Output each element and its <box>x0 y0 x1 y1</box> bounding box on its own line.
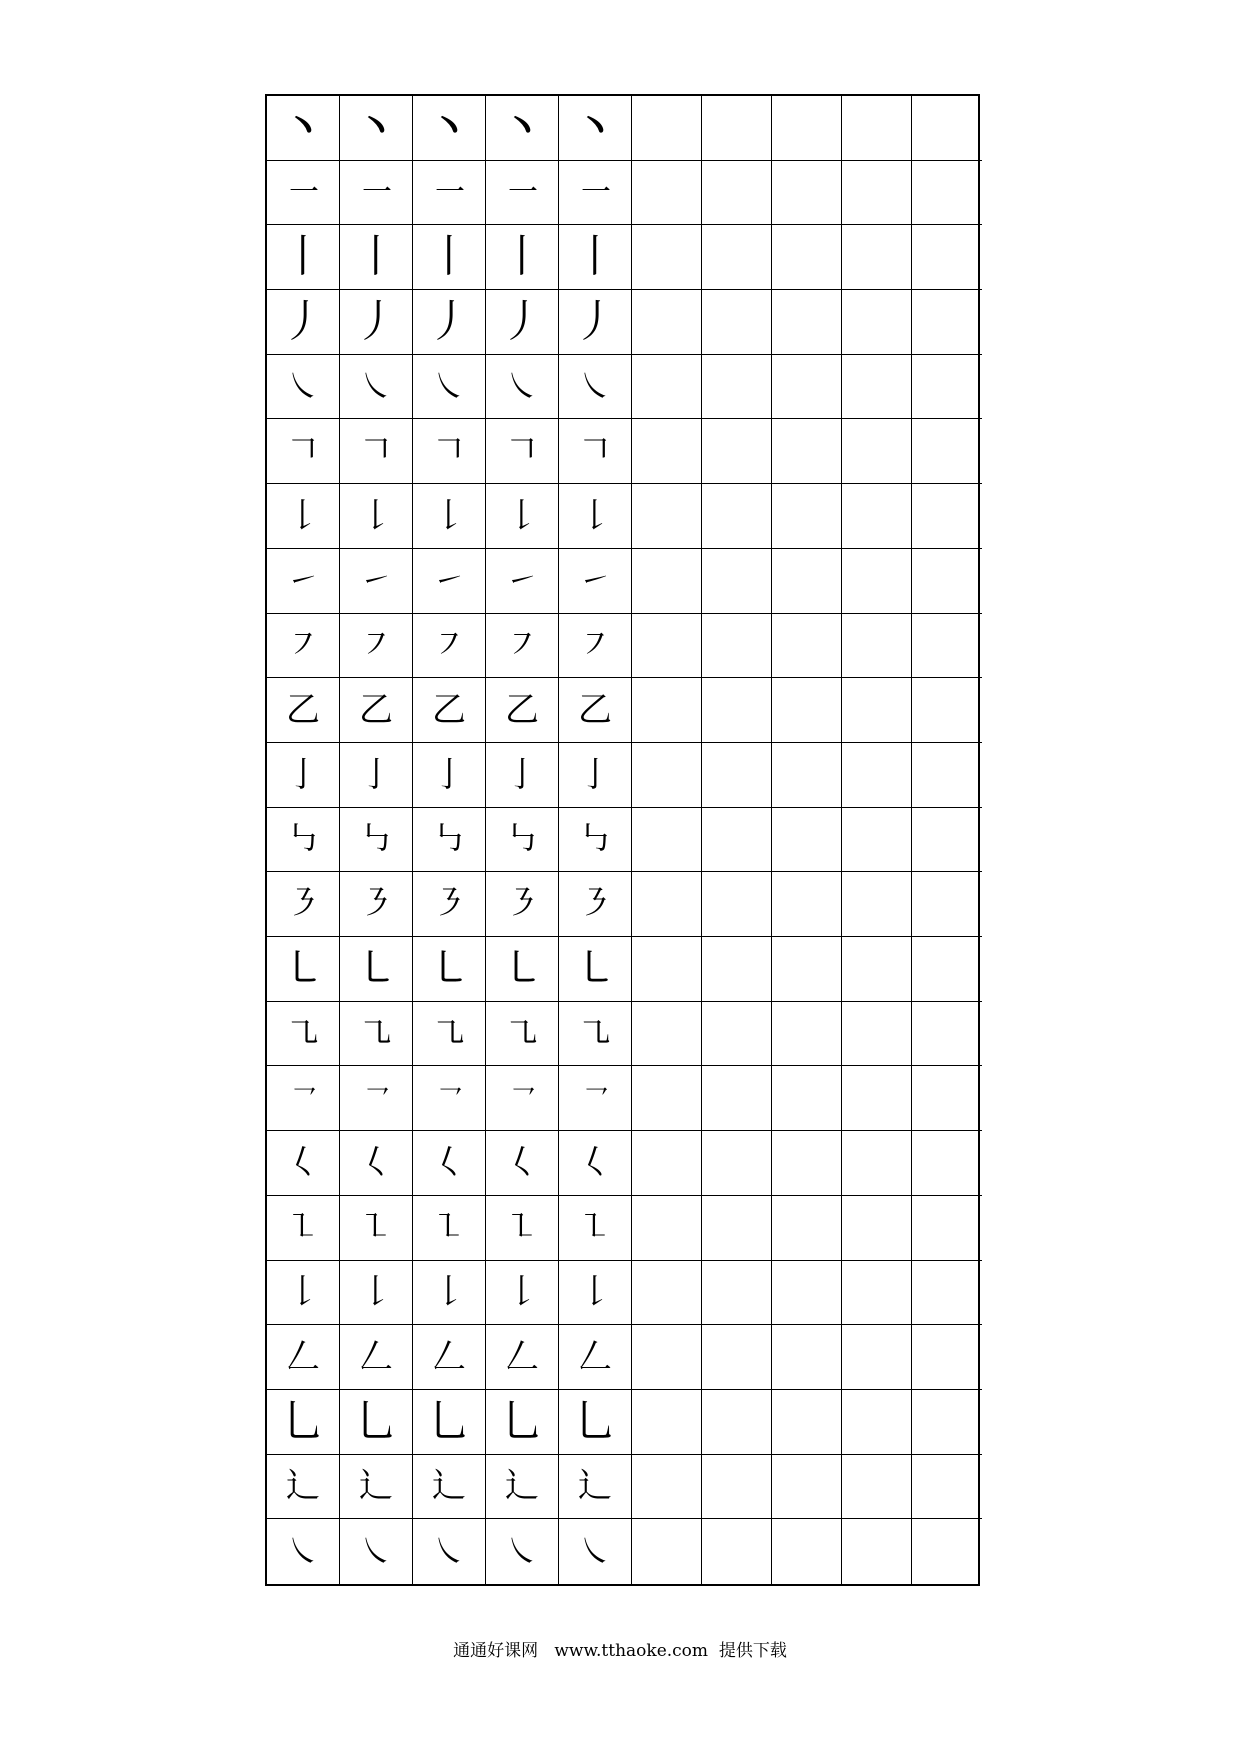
blank-practice-cell <box>772 937 842 1002</box>
stroke-sample-cell: 丨 <box>413 225 486 290</box>
blank-practice-cell <box>772 419 842 484</box>
stroke-sample-cell: ㇋ <box>559 872 632 937</box>
stroke-sample-cell: 𠄌 <box>486 1261 559 1326</box>
blank-practice-cell <box>632 1196 702 1261</box>
blank-practice-cell <box>842 678 912 743</box>
stroke-sample-cell: 一 <box>413 161 486 226</box>
blank-practice-cell <box>842 484 912 549</box>
blank-practice-cell <box>772 1131 842 1196</box>
stroke-sample-cell: 𠃋 <box>559 1325 632 1390</box>
blank-practice-cell <box>632 355 702 420</box>
blank-practice-cell <box>772 549 842 614</box>
stroke-sample-cell: ㇇ <box>340 614 413 679</box>
stroke-sample-cell: 𡿨 <box>413 1131 486 1196</box>
stroke-sample-cell: ㇄ <box>267 937 340 1002</box>
stroke-sample-cell: ㇏ <box>486 355 559 420</box>
stroke-practice-grid <box>265 94 980 1586</box>
stroke-sample-cell: 乙 <box>486 678 559 743</box>
blank-practice-cell <box>632 1131 702 1196</box>
blank-practice-cell <box>632 1066 702 1131</box>
blank-practice-cell <box>912 1390 982 1455</box>
blank-practice-cell <box>632 549 702 614</box>
blank-practice-cell <box>772 872 842 937</box>
stroke-sample-cell: ㇅ <box>413 1196 486 1261</box>
stroke-sample-cell: ㇏ <box>340 355 413 420</box>
blank-practice-cell <box>702 1390 772 1455</box>
blank-practice-cell <box>772 290 842 355</box>
blank-practice-cell <box>632 1325 702 1390</box>
blank-practice-cell <box>912 484 982 549</box>
blank-practice-cell <box>632 225 702 290</box>
stroke-sample-cell: 𠄌 <box>559 1261 632 1326</box>
stroke-sample-cell: 乙 <box>413 678 486 743</box>
stroke-sample-cell: 丿 <box>267 290 340 355</box>
stroke-sample-cell: 丨 <box>267 225 340 290</box>
blank-practice-cell <box>842 937 912 1002</box>
blank-practice-cell <box>842 161 912 226</box>
blank-practice-cell <box>912 678 982 743</box>
blank-practice-cell <box>842 1066 912 1131</box>
blank-practice-cell <box>632 1519 702 1584</box>
blank-practice-cell <box>912 1261 982 1326</box>
blank-practice-cell <box>702 1131 772 1196</box>
blank-practice-cell <box>912 1002 982 1067</box>
stroke-sample-cell: ㇈ <box>559 1002 632 1067</box>
blank-practice-cell <box>772 1261 842 1326</box>
stroke-sample-cell: 𡿨 <box>559 1131 632 1196</box>
stroke-sample-cell: 乚 <box>413 1390 486 1455</box>
stroke-sample-cell: 𠄌 <box>413 484 486 549</box>
stroke-sample-cell: ㇇ <box>267 614 340 679</box>
blank-practice-cell <box>842 96 912 161</box>
blank-practice-cell <box>912 225 982 290</box>
stroke-sample-cell: 丨 <box>559 225 632 290</box>
stroke-sample-cell: 一 <box>340 161 413 226</box>
blank-practice-cell <box>912 808 982 873</box>
stroke-sample-cell: ㇄ <box>340 937 413 1002</box>
blank-practice-cell <box>702 290 772 355</box>
blank-practice-cell <box>842 743 912 808</box>
stroke-sample-cell: 一 <box>559 161 632 226</box>
stroke-sample-cell: ㇏ <box>413 355 486 420</box>
blank-practice-cell <box>772 1519 842 1584</box>
stroke-sample-cell: 𠄌 <box>340 484 413 549</box>
stroke-sample-cell: 𠃍 <box>413 419 486 484</box>
stroke-sample-cell: ㇏ <box>267 355 340 420</box>
blank-practice-cell <box>912 743 982 808</box>
stroke-sample-cell: ㇖ <box>559 1066 632 1131</box>
stroke-sample-cell: 一 <box>486 161 559 226</box>
stroke-sample-cell: 𠄌 <box>486 484 559 549</box>
blank-practice-cell <box>702 614 772 679</box>
blank-practice-cell <box>702 1261 772 1326</box>
stroke-sample-cell: 丨 <box>486 225 559 290</box>
stroke-sample-cell: 亅 <box>413 743 486 808</box>
stroke-sample-cell: 𠃍 <box>559 419 632 484</box>
stroke-sample-cell: 丿 <box>340 290 413 355</box>
blank-practice-cell <box>912 96 982 161</box>
stroke-sample-cell: 一 <box>267 161 340 226</box>
blank-practice-cell <box>772 614 842 679</box>
blank-practice-cell <box>632 937 702 1002</box>
stroke-sample-cell: ㇀ <box>559 549 632 614</box>
blank-practice-cell <box>702 1325 772 1390</box>
blank-practice-cell <box>632 808 702 873</box>
blank-practice-cell <box>632 1390 702 1455</box>
blank-practice-cell <box>772 1002 842 1067</box>
blank-practice-cell <box>702 225 772 290</box>
stroke-sample-cell: ㇖ <box>486 1066 559 1131</box>
blank-practice-cell <box>912 872 982 937</box>
blank-practice-cell <box>842 1390 912 1455</box>
blank-practice-cell <box>842 1131 912 1196</box>
blank-practice-cell <box>842 808 912 873</box>
stroke-sample-cell: ㇉ <box>486 808 559 873</box>
blank-practice-cell <box>702 1455 772 1520</box>
stroke-sample-cell: 𠄌 <box>340 1261 413 1326</box>
stroke-sample-cell: 𠄌 <box>559 484 632 549</box>
stroke-sample-cell: 𡿨 <box>340 1131 413 1196</box>
stroke-sample-cell: ㇈ <box>413 1002 486 1067</box>
blank-practice-cell <box>632 1002 702 1067</box>
blank-practice-cell <box>842 1325 912 1390</box>
stroke-sample-cell: 𠃍 <box>340 419 413 484</box>
blank-practice-cell <box>912 614 982 679</box>
blank-practice-cell <box>912 1066 982 1131</box>
stroke-sample-cell: ㇏ <box>486 1519 559 1584</box>
blank-practice-cell <box>842 1196 912 1261</box>
blank-practice-cell <box>772 225 842 290</box>
stroke-sample-cell: 𠃍 <box>267 419 340 484</box>
stroke-sample-cell: 乙 <box>340 678 413 743</box>
blank-practice-cell <box>772 161 842 226</box>
stroke-sample-cell: 𠃋 <box>340 1325 413 1390</box>
stroke-sample-cell: 乚 <box>486 1390 559 1455</box>
blank-practice-cell <box>842 872 912 937</box>
stroke-sample-cell: 𠃋 <box>267 1325 340 1390</box>
blank-practice-cell <box>772 1455 842 1520</box>
blank-practice-cell <box>912 937 982 1002</box>
stroke-sample-cell: ㇄ <box>413 937 486 1002</box>
stroke-sample-cell: ㇏ <box>267 1519 340 1584</box>
blank-practice-cell <box>912 161 982 226</box>
blank-practice-cell <box>772 355 842 420</box>
blank-practice-cell <box>842 1455 912 1520</box>
stroke-sample-cell: 𠃋 <box>413 1325 486 1390</box>
footer-credit: 通通好课网 www.tthaoke.com 提供下载 <box>453 1641 787 1661</box>
blank-practice-cell <box>702 355 772 420</box>
blank-practice-cell <box>772 743 842 808</box>
blank-practice-cell <box>702 549 772 614</box>
stroke-sample-cell: ㇋ <box>267 872 340 937</box>
blank-practice-cell <box>702 96 772 161</box>
stroke-sample-cell: 𠄌 <box>267 484 340 549</box>
stroke-sample-cell: ㇀ <box>340 549 413 614</box>
blank-practice-cell <box>842 225 912 290</box>
stroke-sample-cell: 辶 <box>559 1455 632 1520</box>
blank-practice-cell <box>912 549 982 614</box>
stroke-sample-cell: 丶 <box>267 96 340 161</box>
blank-practice-cell <box>702 419 772 484</box>
blank-practice-cell <box>702 1002 772 1067</box>
blank-practice-cell <box>772 96 842 161</box>
blank-practice-cell <box>702 937 772 1002</box>
stroke-sample-cell: 亅 <box>486 743 559 808</box>
blank-practice-cell <box>632 872 702 937</box>
stroke-sample-cell: ㇖ <box>267 1066 340 1131</box>
stroke-sample-cell: ㇀ <box>267 549 340 614</box>
blank-practice-cell <box>842 1519 912 1584</box>
stroke-sample-cell: ㇇ <box>559 614 632 679</box>
stroke-sample-cell: 丶 <box>413 96 486 161</box>
blank-practice-cell <box>772 1325 842 1390</box>
stroke-sample-cell: 𠄌 <box>267 1261 340 1326</box>
stroke-sample-cell: 乚 <box>340 1390 413 1455</box>
blank-practice-cell <box>912 1131 982 1196</box>
blank-practice-cell <box>842 1261 912 1326</box>
blank-practice-cell <box>842 1002 912 1067</box>
stroke-sample-cell: 丨 <box>340 225 413 290</box>
stroke-sample-cell: ㇄ <box>559 937 632 1002</box>
stroke-sample-cell: 乙 <box>559 678 632 743</box>
blank-practice-cell <box>632 419 702 484</box>
stroke-sample-cell: ㇏ <box>340 1519 413 1584</box>
stroke-sample-cell: ㇉ <box>267 808 340 873</box>
blank-practice-cell <box>842 419 912 484</box>
blank-practice-cell <box>702 161 772 226</box>
blank-practice-cell <box>912 1196 982 1261</box>
stroke-sample-cell: 乙 <box>267 678 340 743</box>
blank-practice-cell <box>912 1325 982 1390</box>
stroke-sample-cell: 辶 <box>413 1455 486 1520</box>
stroke-sample-cell: 丿 <box>559 290 632 355</box>
stroke-sample-cell: ㇅ <box>559 1196 632 1261</box>
stroke-sample-cell: 丿 <box>486 290 559 355</box>
blank-practice-cell <box>702 484 772 549</box>
stroke-sample-cell: ㇈ <box>340 1002 413 1067</box>
blank-practice-cell <box>702 872 772 937</box>
blank-practice-cell <box>842 614 912 679</box>
blank-practice-cell <box>702 1196 772 1261</box>
blank-practice-cell <box>842 549 912 614</box>
stroke-sample-cell: 辶 <box>486 1455 559 1520</box>
stroke-sample-cell: ㇅ <box>340 1196 413 1261</box>
blank-practice-cell <box>632 1455 702 1520</box>
blank-practice-cell <box>842 355 912 420</box>
stroke-sample-cell: ㇅ <box>486 1196 559 1261</box>
stroke-sample-cell: ㇏ <box>559 1519 632 1584</box>
stroke-sample-cell: 丶 <box>486 96 559 161</box>
stroke-sample-cell: ㇉ <box>340 808 413 873</box>
stroke-sample-cell: 𠄌 <box>413 1261 486 1326</box>
stroke-sample-cell: ㇅ <box>267 1196 340 1261</box>
blank-practice-cell <box>702 808 772 873</box>
blank-practice-cell <box>772 808 842 873</box>
blank-practice-cell <box>772 678 842 743</box>
stroke-sample-cell: 辶 <box>267 1455 340 1520</box>
stroke-sample-cell: ㇋ <box>340 872 413 937</box>
stroke-sample-cell: ㇇ <box>413 614 486 679</box>
stroke-sample-cell: ㇈ <box>486 1002 559 1067</box>
stroke-sample-cell: ㇉ <box>559 808 632 873</box>
blank-practice-cell <box>632 161 702 226</box>
blank-practice-cell <box>912 1519 982 1584</box>
stroke-sample-cell: ㇋ <box>486 872 559 937</box>
blank-practice-cell <box>912 419 982 484</box>
blank-practice-cell <box>632 678 702 743</box>
stroke-sample-cell: 丶 <box>559 96 632 161</box>
blank-practice-cell <box>702 743 772 808</box>
blank-practice-cell <box>912 290 982 355</box>
blank-practice-cell <box>702 678 772 743</box>
blank-practice-cell <box>702 1519 772 1584</box>
stroke-sample-cell: 𡿨 <box>267 1131 340 1196</box>
blank-practice-cell <box>632 743 702 808</box>
stroke-sample-cell: 𠃍 <box>486 419 559 484</box>
stroke-sample-cell: 亅 <box>559 743 632 808</box>
blank-practice-cell <box>772 1066 842 1131</box>
blank-practice-cell <box>632 1261 702 1326</box>
blank-practice-cell <box>842 290 912 355</box>
blank-practice-cell <box>632 290 702 355</box>
stroke-sample-cell: 丿 <box>413 290 486 355</box>
stroke-sample-cell: 𠃋 <box>486 1325 559 1390</box>
stroke-sample-cell: ㇖ <box>340 1066 413 1131</box>
stroke-sample-cell: ㇉ <box>413 808 486 873</box>
stroke-sample-cell: ㇀ <box>486 549 559 614</box>
stroke-sample-cell: 乚 <box>559 1390 632 1455</box>
blank-practice-cell <box>772 1196 842 1261</box>
stroke-sample-cell: ㇈ <box>267 1002 340 1067</box>
stroke-sample-cell: 乚 <box>267 1390 340 1455</box>
blank-practice-cell <box>632 484 702 549</box>
blank-practice-cell <box>772 484 842 549</box>
stroke-sample-cell: ㇄ <box>486 937 559 1002</box>
stroke-sample-cell: ㇏ <box>559 355 632 420</box>
stroke-sample-cell: ㇏ <box>413 1519 486 1584</box>
stroke-sample-cell: 辶 <box>340 1455 413 1520</box>
stroke-sample-cell: ㇀ <box>413 549 486 614</box>
stroke-sample-cell: 亅 <box>340 743 413 808</box>
blank-practice-cell <box>632 96 702 161</box>
blank-practice-cell <box>912 355 982 420</box>
stroke-sample-cell: 𡿨 <box>486 1131 559 1196</box>
blank-practice-cell <box>772 1390 842 1455</box>
stroke-sample-cell: 亅 <box>267 743 340 808</box>
stroke-sample-cell: ㇖ <box>413 1066 486 1131</box>
blank-practice-cell <box>702 1066 772 1131</box>
blank-practice-cell <box>632 614 702 679</box>
stroke-sample-cell: ㇇ <box>486 614 559 679</box>
stroke-sample-cell: 丶 <box>340 96 413 161</box>
stroke-sample-cell: ㇋ <box>413 872 486 937</box>
blank-practice-cell <box>912 1455 982 1520</box>
